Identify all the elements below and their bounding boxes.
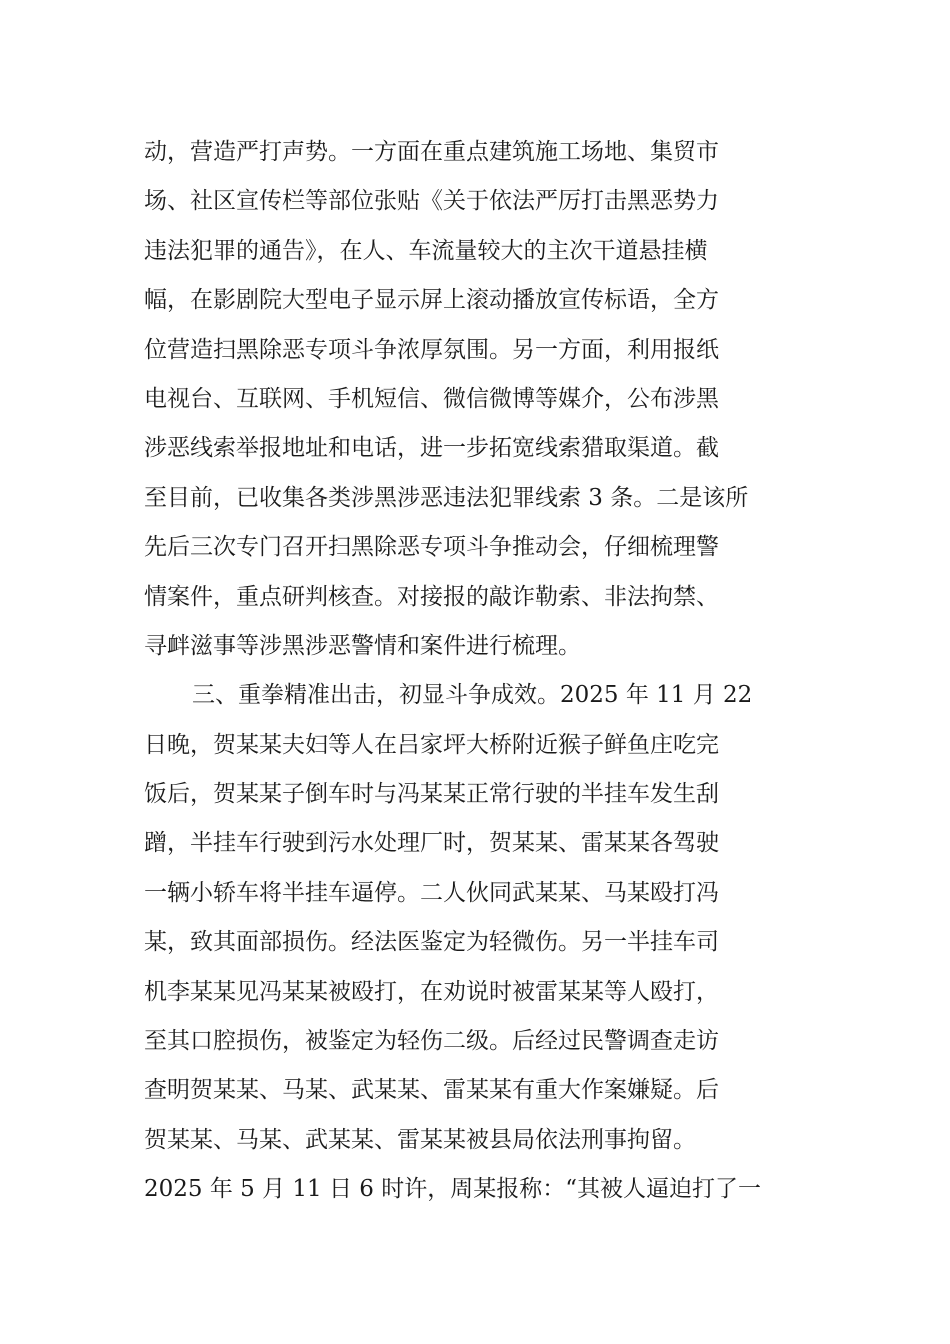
text-line: 寻衅滋事等涉黑涉恶警情和案件进行梳理。 xyxy=(144,632,581,659)
text-line: 动，营造严打声势。一方面在重点建筑施工场地、集贸市 xyxy=(144,139,719,165)
text-line: 先后三次专门召开扫黑除恶专项斗争推动会，仔细梳理警 xyxy=(144,534,719,561)
text-line: 一辆小轿车将半挂车逼停。二人伙同武某某、马某殴打冯 xyxy=(144,879,719,906)
text-line: 至目前，已收集各类涉黑涉恶违法犯罪线索 3 条。二是该所 xyxy=(144,484,749,511)
text-line: 违法犯罪的通告》，在人、车流量较大的主次干道悬挂横 xyxy=(144,237,708,264)
text-line: 至其口腔损伤，被鉴定为轻伤二级。后经过民警调查走访 xyxy=(144,1028,719,1055)
section-heading-line: 三、重拳精准出击，初显斗争成效。2025 年 11 月 22 xyxy=(192,682,753,709)
text-line: 位营造扫黑除恶专项斗争浓厚氛围。另一方面，利用报纸 xyxy=(144,336,719,363)
text-line: 电视台、互联网、手机短信、微信微博等媒介，公布涉黑 xyxy=(144,385,719,412)
text-line: 场、社区宣传栏等部位张贴《关于依法严厉打击黑恶势力 xyxy=(144,188,719,215)
text-line: 饭后，贺某某子倒车时与冯某某正常行驶的半挂车发生刮 xyxy=(144,781,719,808)
text-line: 机李某某见冯某某被殴打，在劝说时被雷某某等人殴打， xyxy=(144,978,719,1005)
text-line: 涉恶线索举报地址和电话，进一步拓宽线索猎取渠道。截 xyxy=(144,435,719,462)
text-line: 查明贺某某、马某、武某某、雷某某有重大作案嫌疑。后 xyxy=(144,1077,719,1104)
text-line: 贺某某、马某、武某某、雷某某被县局依法刑事拘留。 xyxy=(144,1126,696,1153)
text-line: 2025 年 5 月 11 日 6 时许，周某报称：“其被人逼迫打了一 xyxy=(144,1176,762,1203)
text-line: 幅，在影剧院大型电子显示屏上滚动播放宣传标语，全方 xyxy=(144,287,719,314)
text-line: 日晚，贺某某夫妇等人在吕家坪大桥附近猴子鲜鱼庄吃完 xyxy=(144,731,719,758)
text-line: 蹭，半挂车行驶到污水处理厂时，贺某某、雷某某各驾驶 xyxy=(144,830,719,857)
body-text xyxy=(144,128,814,1215)
text-line: 某，致其面部损伤。经法医鉴定为轻微伤。另一半挂车司 xyxy=(144,929,719,956)
text-line: 情案件，重点研判核查。对接报的敲诈勒索、非法拘禁、 xyxy=(144,583,719,610)
